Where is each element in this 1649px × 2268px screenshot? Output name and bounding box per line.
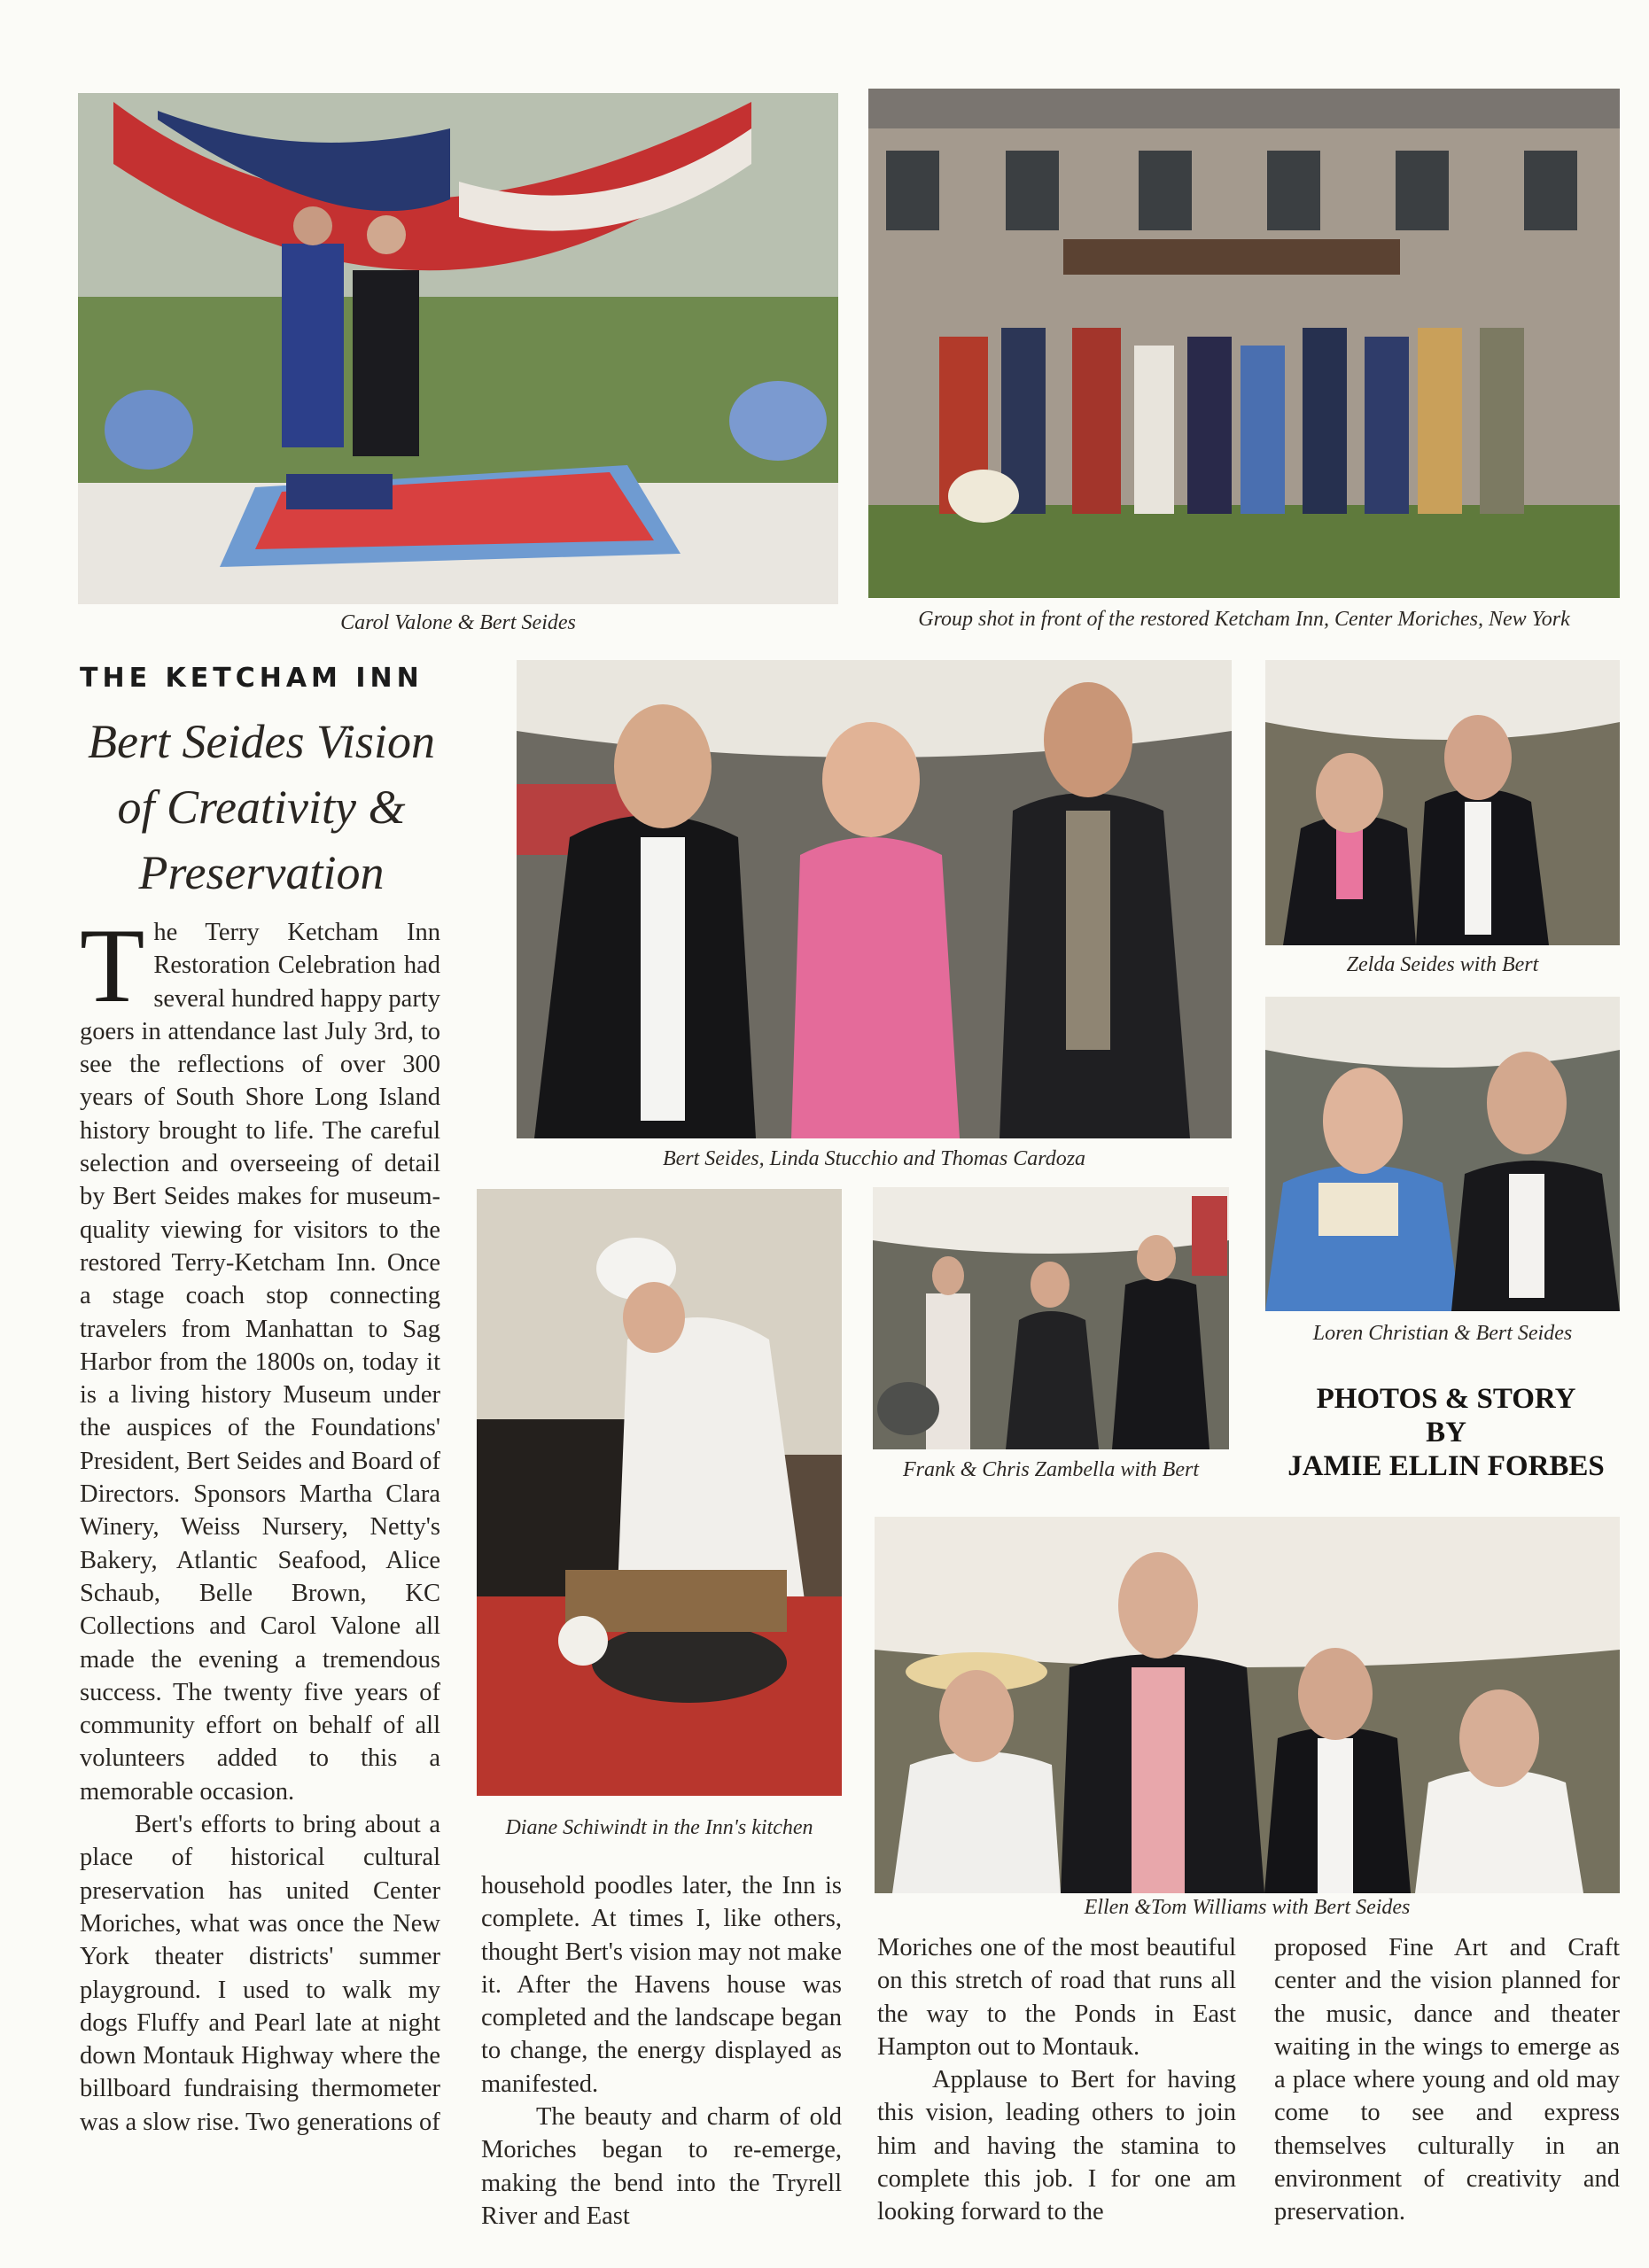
photo-carol-bert: [78, 93, 838, 604]
caption-photo6: Diane Schiwindt in the Inn's kitchen: [505, 1816, 813, 1839]
headline-line: of Creativity &: [117, 781, 406, 834]
article-column-2: [481, 1869, 842, 2233]
article-column-1: [80, 906, 440, 2139]
caption-photo8: Ellen &Tom Williams with Bert Seides: [1084, 1896, 1411, 1919]
paragraph-text: he Terry Ketcham Inn Restoration Celebration had several hundred happy party goers in attendance last July 3rd, to see the reflections of over 300 years of South Shore Long Island history brought to life. The careful selection and overseeing of detail by Bert Seides makes for museum-quality viewing for visitors to the restored Terry-Ketcham Inn. Once a stage coach stop connecting travelers from Manhattan to Sag Harbor from the 1800s on, today it is a living history Museum under the auspices of the Foundations' President, Bert Seides and Board of Directors. Sponsors Martha Clara Winery, Weiss Nursery, Netty's Bakery, Atlantic Seafood, Alice Schaub, Belle Brown, KC Collections and Carol Valone all made the evening a tremendous success. The twenty five years of community effort on behalf of all volunteers added to this a memorable occasion.: [80, 919, 440, 1806]
caption-photo4: Zelda Seides with Bert: [1346, 953, 1539, 976]
article-paragraph: Bert's efforts to bring about a place of historical cultural preservation has united Center Moriches, what was once the New York theater districts' summer playground. I used to walk my dogs Fluffy and Pearl late at night down Montauk Highway where the billboard fundraising thermometer was a slow rise. Two generations of: [80, 1811, 440, 2136]
photo-loren-bert: [1265, 997, 1620, 1311]
article-headline: [71, 709, 452, 905]
article-paragraph: The beauty and charm of old Moriches began to re-emerge, making the bend into the Tryrell River and East: [481, 2103, 842, 2230]
photo-ellen-tom-bert: [875, 1517, 1620, 1893]
article-column-4: [1274, 1931, 1620, 2229]
section-kicker: THE KETCHAM INN: [80, 663, 424, 694]
article-paragraph: Applause to Bert for having this vision, leading others to join him and having the stamina to complete this job. I for one am looking forward to the: [877, 2066, 1236, 2226]
caption-photo1: Carol Valone & Bert Seides: [340, 611, 576, 634]
credit-line: BY: [1426, 1417, 1466, 1449]
drop-cap: T: [80, 906, 145, 1024]
credit-line: PHOTOS & STORY: [1316, 1383, 1576, 1415]
photo-frank-chris-bert: [873, 1187, 1229, 1449]
caption-photo7: Frank & Chris Zambella with Bert: [902, 1458, 1199, 1481]
photo-story-credit: [1269, 1382, 1623, 1483]
article-paragraph: proposed Fine Art and Craft center and the vision planned for the music, dance and theater waiting in the wings to emerge as a place where young and old may come to see and express themselves culturally in an environment of creativity and preservation.: [1274, 1934, 1620, 2226]
photo-diane-kitchen: [477, 1189, 842, 1796]
headline-line: Bert Seides Vision: [88, 715, 435, 768]
photo-bert-linda-thomas: [517, 660, 1232, 1138]
caption-photo3: Bert Seides, Linda Stucchio and Thomas Cardoza: [662, 1147, 1086, 1170]
article-paragraph: household poodles later, the Inn is complete. At times I, like others, thought Bert's vision may not make it. After the Havens house was completed and the landscape began to change, the energy displayed as manifested.: [481, 1872, 842, 2098]
photo-zelda-bert: [1265, 660, 1620, 945]
caption-photo5: Loren Christian & Bert Seides: [1312, 1322, 1573, 1345]
article-paragraph: [80, 906, 440, 1808]
headline-line: Preservation: [138, 846, 385, 899]
caption-photo2: Group shot in front of the restored Ketcham Inn, Center Moriches, New York: [918, 608, 1570, 631]
article-column-3: [877, 1931, 1236, 2229]
photo-group-ketcham-inn: [868, 89, 1620, 598]
credit-line: JAMIE ELLIN FORBES: [1287, 1450, 1605, 1482]
article-paragraph: Moriches one of the most beautiful on this stretch of road that runs all the way to the Ponds in East Hampton out to Montauk.: [877, 1934, 1236, 2061]
